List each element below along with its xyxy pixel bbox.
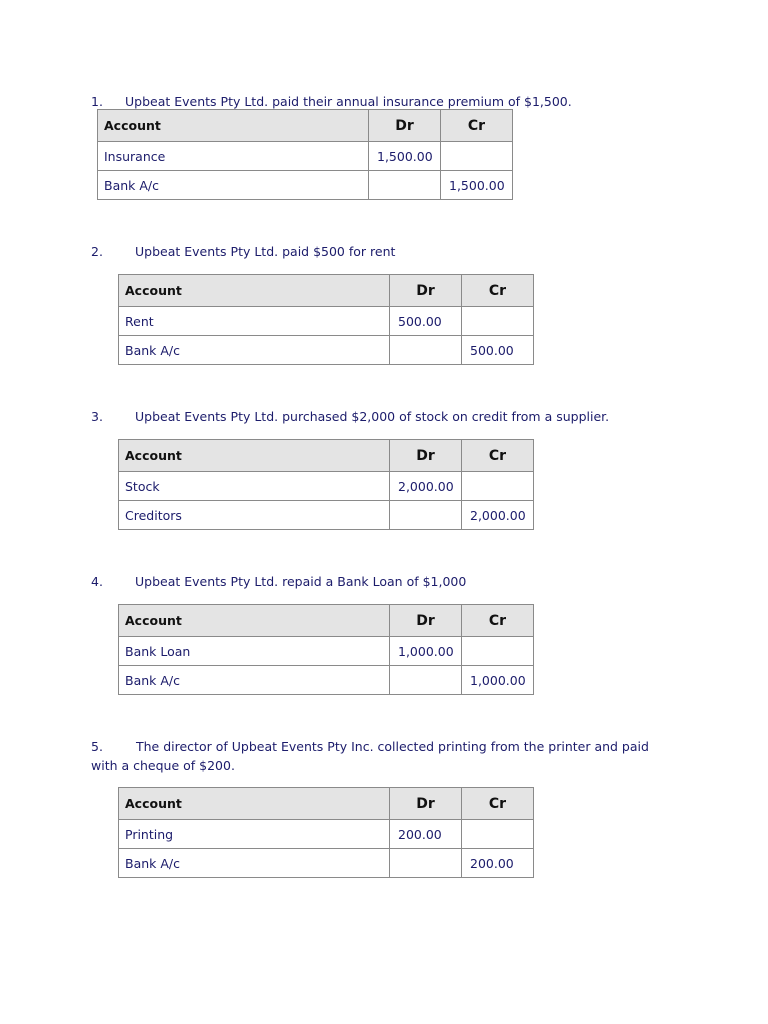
entry-text: Upbeat Events Pty Ltd. paid $500 for rent	[135, 244, 396, 259]
credit-cell: 1,000.00	[462, 666, 534, 695]
entry-number: 4.	[91, 574, 103, 589]
entry-2-question	[91, 242, 395, 261]
debit-cell: 200.00	[390, 820, 462, 849]
debit-cell	[390, 336, 462, 365]
entry-text: The director of Upbeat Events Pty Inc. collected printing from the printer and paid with a cheque of $200.	[91, 739, 649, 773]
table-row	[119, 637, 534, 666]
debit-cell	[390, 849, 462, 878]
account-cell: Rent	[119, 307, 390, 336]
header-account: Account	[119, 788, 390, 820]
account-cell: Bank A/c	[119, 336, 390, 365]
table-row	[119, 336, 534, 365]
debit-cell	[369, 171, 441, 200]
table-row	[119, 307, 534, 336]
debit-cell	[390, 666, 462, 695]
credit-cell: 200.00	[462, 849, 534, 878]
account-cell: Bank A/c	[119, 666, 390, 695]
entry-number: 1.	[91, 94, 103, 109]
journal-table-2	[118, 274, 534, 365]
credit-cell: 500.00	[462, 336, 534, 365]
debit-cell: 2,000.00	[390, 472, 462, 501]
header-dr: Dr	[390, 440, 462, 472]
account-cell: Bank A/c	[98, 171, 369, 200]
credit-cell	[462, 820, 534, 849]
journal-table-3	[118, 439, 534, 530]
entry-text: Upbeat Events Pty Ltd. purchased $2,000 of stock on credit from a supplier.	[135, 409, 610, 424]
entry-number: 3.	[91, 409, 103, 424]
debit-cell: 500.00	[390, 307, 462, 336]
account-cell: Insurance	[98, 142, 369, 171]
table-row	[119, 472, 534, 501]
header-cr: Cr	[462, 605, 534, 637]
header-cr: Cr	[462, 440, 534, 472]
header-account: Account	[119, 275, 390, 307]
entry-5-question	[91, 737, 671, 775]
table-row	[119, 501, 534, 530]
table-row	[98, 142, 513, 171]
entry-text: Upbeat Events Pty Ltd. repaid a Bank Loan of $1,000	[135, 574, 467, 589]
credit-cell	[462, 307, 534, 336]
credit-cell	[441, 142, 513, 171]
header-dr: Dr	[390, 275, 462, 307]
header-dr: Dr	[390, 788, 462, 820]
header-cr: Cr	[441, 110, 513, 142]
header-dr: Dr	[390, 605, 462, 637]
account-cell: Printing	[119, 820, 390, 849]
account-cell: Bank Loan	[119, 637, 390, 666]
entry-number: 5.	[91, 739, 103, 754]
account-cell: Creditors	[119, 501, 390, 530]
entry-4-question	[91, 572, 466, 591]
account-cell: Stock	[119, 472, 390, 501]
header-cr: Cr	[462, 275, 534, 307]
credit-cell: 2,000.00	[462, 501, 534, 530]
journal-table-1	[97, 109, 513, 200]
table-row	[119, 820, 534, 849]
debit-cell: 1,000.00	[390, 637, 462, 666]
table-row	[119, 666, 534, 695]
header-dr: Dr	[369, 110, 441, 142]
header-account: Account	[98, 110, 369, 142]
header-cr: Cr	[462, 788, 534, 820]
journal-table-4	[118, 604, 534, 695]
credit-cell: 1,500.00	[441, 171, 513, 200]
credit-cell	[462, 472, 534, 501]
debit-cell: 1,500.00	[369, 142, 441, 171]
debit-cell	[390, 501, 462, 530]
entry-3-question	[91, 407, 609, 426]
entry-text: Upbeat Events Pty Ltd. paid their annual insurance premium of $1,500.	[125, 94, 572, 109]
table-row	[98, 171, 513, 200]
entry-number: 2.	[91, 244, 103, 259]
credit-cell	[462, 637, 534, 666]
table-row	[119, 849, 534, 878]
account-cell: Bank A/c	[119, 849, 390, 878]
header-account: Account	[119, 440, 390, 472]
journal-table-5	[118, 787, 534, 878]
header-account: Account	[119, 605, 390, 637]
